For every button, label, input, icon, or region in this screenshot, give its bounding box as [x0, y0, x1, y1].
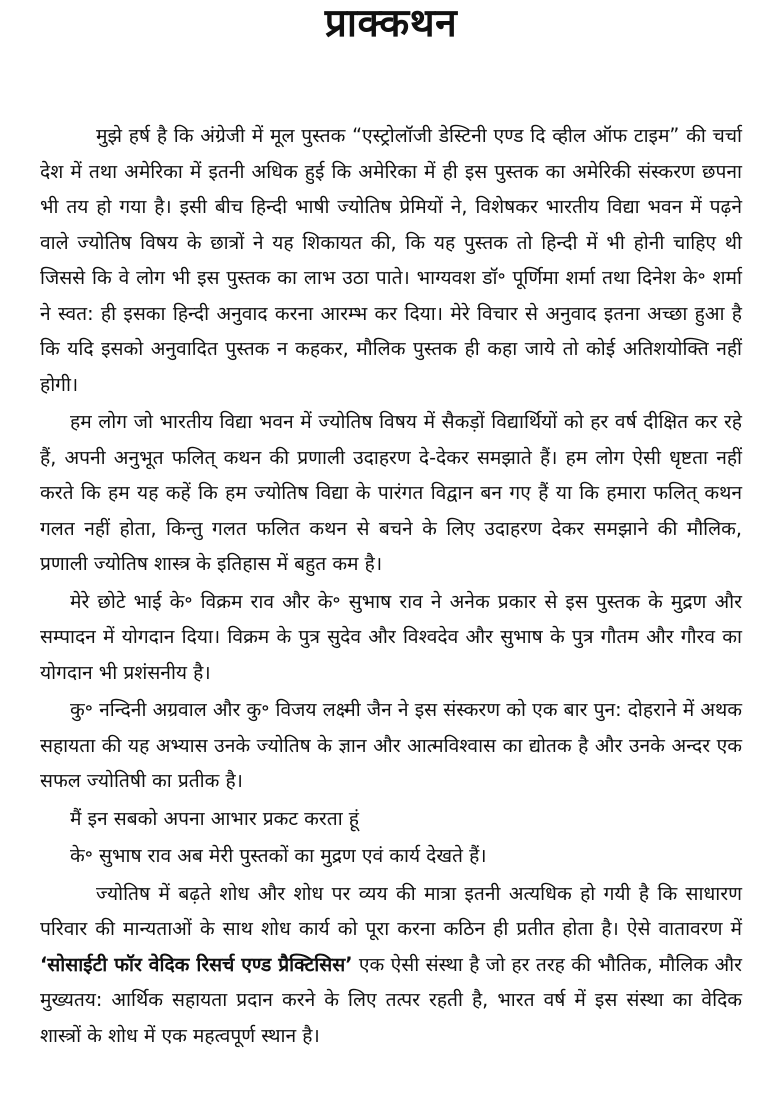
paragraph-4: कु॰ नन्दिनी अग्रवाल और कु॰ विजय लक्ष्मी जैन ने इस संस्करण को एक बार पुन: दोहराने में अथक सहायता की यह अभ्यास उनके ज्योतिष के ज्ञान और आत्मविश्वास का द्योतक है और उनके अन्दर एक सफल ज्योतिषी का प्रतीक है।: [40, 698, 742, 792]
document-body: [40, 118, 742, 1055]
paragraph-7-after: एक ऐसी संस्था है जो हर तरह की भौतिक, मौलिक और मुख्यतय: आर्थिक सहायता प्रदान करने के लिए तत्पर रहती है, भारत वर्ष में इस संस्था का वेदिक शास्त्रों के शोध में एक महत्वपूर्ण स्थान है।: [40, 952, 742, 1047]
paragraph-5: मैं इन सबको अपना आभार प्रकट करता हूं: [70, 806, 359, 830]
paragraph-6: के॰ सुभाष राव अब मेरी पुस्तकों का मुद्रण एवं कार्य देखते हैं।: [70, 844, 487, 867]
paragraph-7: [40, 876, 742, 1054]
paragraph-2: हम लोग जो भारतीय विद्या भवन में ज्योतिष विषय में सैकड़ों विद्यार्थियों को हर वर्ष दीक्षित कर रहे हैं, अपनी अनुभूत फलित् कथन की प्रणाली उदाहरण दे-देकर समझाते हैं। हम लोग ऐसी धृष्टता नहीं करते कि हम यह कहें कि हम ज्योतिष विद्या के पारंगत विद्वान बन गए हैं या कि हमारा फलित् कथन गलत नहीं होता, किन्तु गलत फलित कथन से बचने के लिए उदाहरण देकर समझाने की मौलिक, प्रणाली ज्योतिष शास्त्र के इतिहास में बहुत कम है।: [40, 410, 742, 575]
paragraph-3: मेरे छोटे भाई के॰ विक्रम राव और के॰ सुभाष राव ने अनेक प्रकार से इस पुस्तक के मुद्रण और सम्पादन में योगदान दिया। विक्रम के पुत्र सुदेव और विश्वदेव और सुभाष के पुत्र गौतम और गौरव का योगदान भी प्रशंसनीय है।: [40, 589, 742, 684]
paragraph-1: मुझे हर्ष है कि अंग्रेजी में मूल पुस्तक “एस्ट्रोलॉजी डेस्टिनी एण्ड दि व्हील ऑफ टाइम” की चर्चा देश में तथा अमेरिका में इतनी अधिक हुई कि अमेरिका में ही इस पुस्तक का अमेरिकी संस्करण छपना भी तय हो गया है। इसी बीच हिन्दी भाषी ज्योतिष प्रेमियों ने, विशेषकर भारतीय विद्या भवन में पढ़ने वाले ज्योतिष विषय के छात्रों ने यह शिकायत की, कि यह पुस्तक तो हिन्दी में भी होनी चाहिए थी जिससे कि वे लोग भी इस पुस्तक का लाभ उठा पाते। भाग्यवश डॉ॰ पूर्णिमा शर्मा तथा दिनेश के॰ शर्मा ने स्वत: ही इसका हिन्दी अनुवाद करना आरम्भ कर दिया। मेरे विचार से अनुवाद इतना अच्छा हुआ है कि यदि इसको अनुवादित पुस्तक न कहकर, मौलिक पुस्तक ही कहा जाये तो कोई अतिशयोक्ति नहीं होगी।: [40, 124, 742, 396]
society-name: ‘सोसाईटी फॉर वेदिक रिसर्च एण्ड प्रैक्टिसिस’: [40, 952, 353, 976]
page-title: प्राक्कथन: [324, 1, 458, 46]
paragraph-7-before: ज्योतिष में बढ़ते शोध और शोध पर व्यय की मात्रा इतनी अत्यधिक हो गयी है कि साधारण परिवार की मान्यताओं के साथ शोध कार्य को पूरा करना कठिन ही प्रतीत होता है। ऐसे वातावरण में: [40, 881, 742, 940]
